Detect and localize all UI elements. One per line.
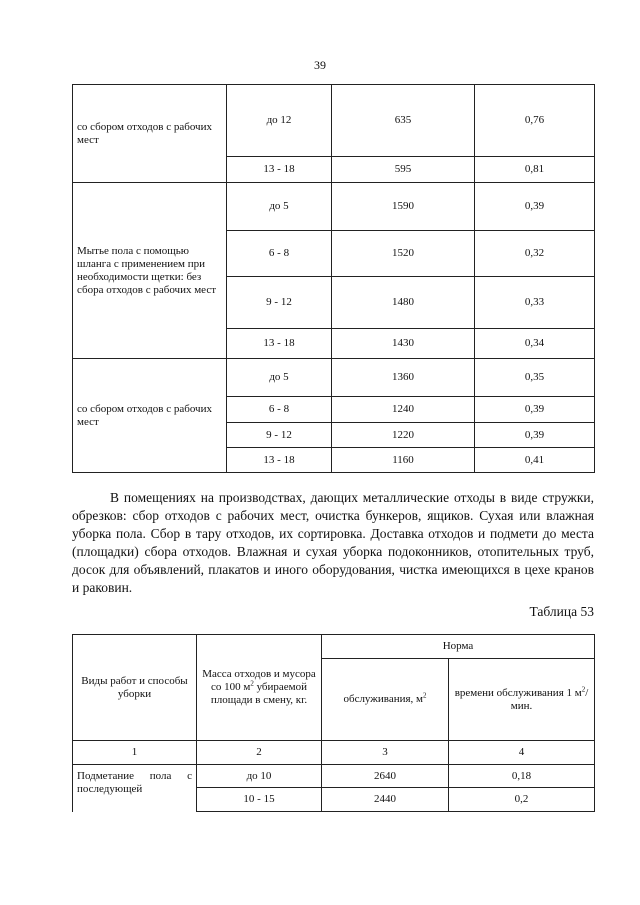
service-norm: 2440 [322,788,449,812]
time-norm: 0,34 [475,329,595,359]
norms-table-continued [72,84,595,473]
mass-range: до 5 [227,183,332,231]
work-description: Мытье пола с помощью шланга с применением при необходимости щетки: без сбора отходов с рабочих мест [73,183,227,359]
mass-range: 13 - 18 [227,329,332,359]
time-norm: 0,33 [475,277,595,329]
time-norm: 0,41 [475,448,595,473]
mass-range: 9 - 12 [227,423,332,448]
time-norm: 0,76 [475,85,595,157]
mass-range: до 5 [227,359,332,397]
column-header-time: времени обслуживания 1 $м^2$/мин. [449,659,595,741]
table-caption: Таблица 53 [529,604,594,619]
column-header-work-types: Виды работ и способы уборки [73,635,197,741]
time-norm: 0,18 [449,765,595,788]
column-header-mass: Масса отходов и мусора со 100 $м^2$ убираемой площади в смену, кг. [197,635,322,741]
mass-range: 13 - 18 [227,448,332,473]
column-number: 3 [322,741,449,765]
service-norm: 1430 [332,329,475,359]
service-norm: 1520 [332,231,475,277]
time-norm: 0,2 [449,788,595,812]
mass-range: 6 - 8 [227,231,332,277]
work-description: со сбором отходов с рабочих мест [73,85,227,183]
table-row [73,765,595,788]
service-norm: 1240 [332,397,475,423]
service-norm: 1360 [332,359,475,397]
time-norm: 0,32 [475,231,595,277]
mass-range: 6 - 8 [227,397,332,423]
time-norm: 0,81 [475,157,595,183]
work-description: со сбором отходов с рабочих мест [73,359,227,473]
work-description: Подметание пола с последующей [73,765,197,812]
mass-range: 13 - 18 [227,157,332,183]
column-number: 1 [73,741,197,765]
service-norm: 1220 [332,423,475,448]
header-row [73,635,595,659]
mass-range: 10 - 15 [197,788,322,812]
table-row [73,85,595,157]
mass-range: 9 - 12 [227,277,332,329]
time-norm: 0,39 [475,397,595,423]
table-row [73,359,595,397]
body-paragraph: В помещениях на производствах, дающих металлические отходы в виде стружки, обрезков: сбор отходов с рабочих мест, очистка бункеров, ящиков. Сухая или влажная уборка пола. Сбор в тару отходов, их сортировка. Доставка отходов и подмети до места (площадки) сбора отходов. Влажная и сухая уборка подоконников, отопительных труб, досок для объявлений, плакатов и иного оборудования, чистка имеющихся в цехе кранов и раковин. [72,490,594,595]
service-norm: 2640 [322,765,449,788]
column-header-service: обслуживания, $м^2$ [322,659,449,741]
column-number: 4 [449,741,595,765]
service-norm: 1160 [332,448,475,473]
service-norm: 1480 [332,277,475,329]
norms-table-53 [72,634,595,812]
page-number: 39 [314,58,326,72]
mass-range: до 12 [227,85,332,157]
service-norm: 635 [332,85,475,157]
column-number: 2 [197,741,322,765]
time-norm: 0,39 [475,183,595,231]
mass-range: до 10 [197,765,322,788]
column-number-row [73,741,595,765]
service-norm: 595 [332,157,475,183]
time-norm: 0,35 [475,359,595,397]
table-row [73,183,595,231]
column-header-norm: Норма [322,635,595,659]
service-norm: 1590 [332,183,475,231]
time-norm: 0,39 [475,423,595,448]
